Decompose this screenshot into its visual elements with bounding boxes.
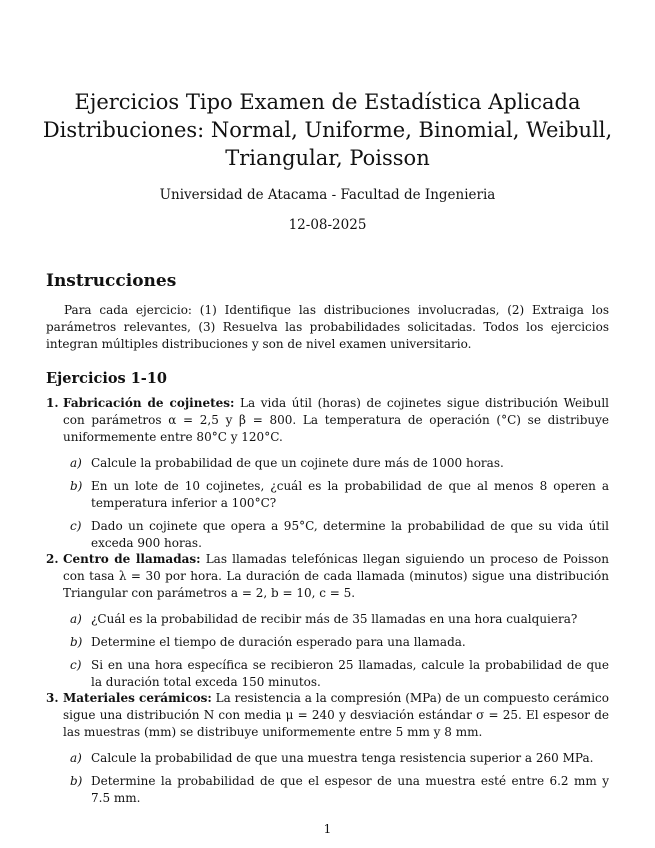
exercise-text: Las llamadas telefónicas llegan siguiendo un proceso de Poisson con tasa λ = 30 por hora. La duración de cada llamada (minutos) sigue una distribución Triangular con parámetros a = 2, b = 10, c = 5. xyxy=(63,552,609,600)
subitem-text: Determine la probabilidad de que el espesor de una muestra esté entre 6.2 mm y 7.5 mm. xyxy=(91,774,609,805)
title-line-1: Ejercicios Tipo Examen de Estadística Aplicada xyxy=(74,90,581,114)
exercise-name: Centro de llamadas: xyxy=(63,552,201,566)
subitem-label: c) xyxy=(70,519,82,533)
exercise-subitems xyxy=(46,455,609,552)
subitem-text: En un lote de 10 cojinetes, ¿cuál es la probabilidad de que al menos 8 operen a temperatura inferior a 100°C? xyxy=(91,479,609,510)
document-title xyxy=(40,88,615,172)
subitem-label: a) xyxy=(70,456,82,470)
exercise-statement xyxy=(46,551,609,602)
exercise-subitem xyxy=(46,611,609,628)
title-line-3: Triangular, Poisson xyxy=(225,146,430,170)
exercise-subitem xyxy=(46,657,609,691)
instructions-paragraph: Para cada ejercicio: (1) Identifique las distribuciones involucradas, (2) Extraiga los parámetros relevantes, (3) Resuelva las probabilidades solicitadas. Todos los ejercicios integran múltiples distribuciones y son de nivel examen universitario. xyxy=(46,303,609,351)
subitem-text: Dado un cojinete que opera a 95°C, determine la probabilidad de que su vida útil exceda 900 horas. xyxy=(91,519,609,550)
subitem-label: b) xyxy=(70,774,83,788)
exercise-number: 1. xyxy=(46,396,59,410)
exercise-subitem xyxy=(46,518,609,552)
exercise-subitems xyxy=(46,750,609,807)
subitem-label: a) xyxy=(70,751,82,765)
exercise-statement xyxy=(46,395,609,446)
exercise-2 xyxy=(46,551,609,697)
subitem-label: c) xyxy=(70,658,82,672)
subitem-text: ¿Cuál es la probabilidad de recibir más de 35 llamadas en una hora cualquiera? xyxy=(91,612,578,626)
exercise-number: 2. xyxy=(46,552,59,566)
subitem-text: Determine el tiempo de duración esperado para una llamada. xyxy=(91,635,466,649)
subitem-label: b) xyxy=(70,479,83,493)
exercise-number: 3. xyxy=(46,691,59,705)
exercises-heading: Ejercicios 1-10 xyxy=(46,370,168,387)
exercise-1 xyxy=(46,395,609,558)
exercise-subitem xyxy=(46,773,609,807)
exercise-name: Fabricación de cojinetes: xyxy=(63,396,235,410)
exercise-text: La vida útil (horas) de cojinetes sigue distribución Weibull con parámetros α = 2,5 y β = 800. La temperatura de operación (°C) se distribuye uniformemente entre 80°C y 120°C. xyxy=(63,396,609,444)
document-author: Universidad de Atacama - Facultad de Ingenieria xyxy=(159,187,496,203)
exercise-subitem xyxy=(46,750,609,767)
exercise-subitem xyxy=(46,634,609,651)
subitem-text: Calcule la probabilidad de que un cojinete dure más de 1000 horas. xyxy=(91,456,504,470)
exercise-text: La resistencia a la compresión (MPa) de un compuesto cerámico sigue una distribución N con media μ = 240 y desviación estándar σ = 25. El espesor de las muestras (mm) se distribuye uniformemente entre 5 mm y 8 mm. xyxy=(63,691,610,739)
subitem-text: Calcule la probabilidad de que una muestra tenga resistencia superior a 260 MPa. xyxy=(91,751,594,765)
exercise-subitem xyxy=(46,455,609,472)
page-number: 1 xyxy=(323,822,332,836)
exercise-statement xyxy=(46,690,609,741)
subitem-label: b) xyxy=(70,635,83,649)
exercise-3 xyxy=(46,690,609,813)
subitem-text: Si en una hora específica se recibieron 25 llamadas, calcule la probabilidad de que la duración total exceda 150 minutos. xyxy=(91,658,609,689)
exercise-name: Materiales cerámicos: xyxy=(63,691,212,705)
exercise-subitems xyxy=(46,611,609,691)
subitem-label: a) xyxy=(70,612,82,626)
exercise-subitem xyxy=(46,478,609,512)
instructions-heading: Instrucciones xyxy=(46,271,177,291)
document-date: 12-08-2025 xyxy=(288,217,367,233)
title-line-2: Distribuciones: Normal, Uniforme, Binomial, Weibull, xyxy=(42,118,613,142)
